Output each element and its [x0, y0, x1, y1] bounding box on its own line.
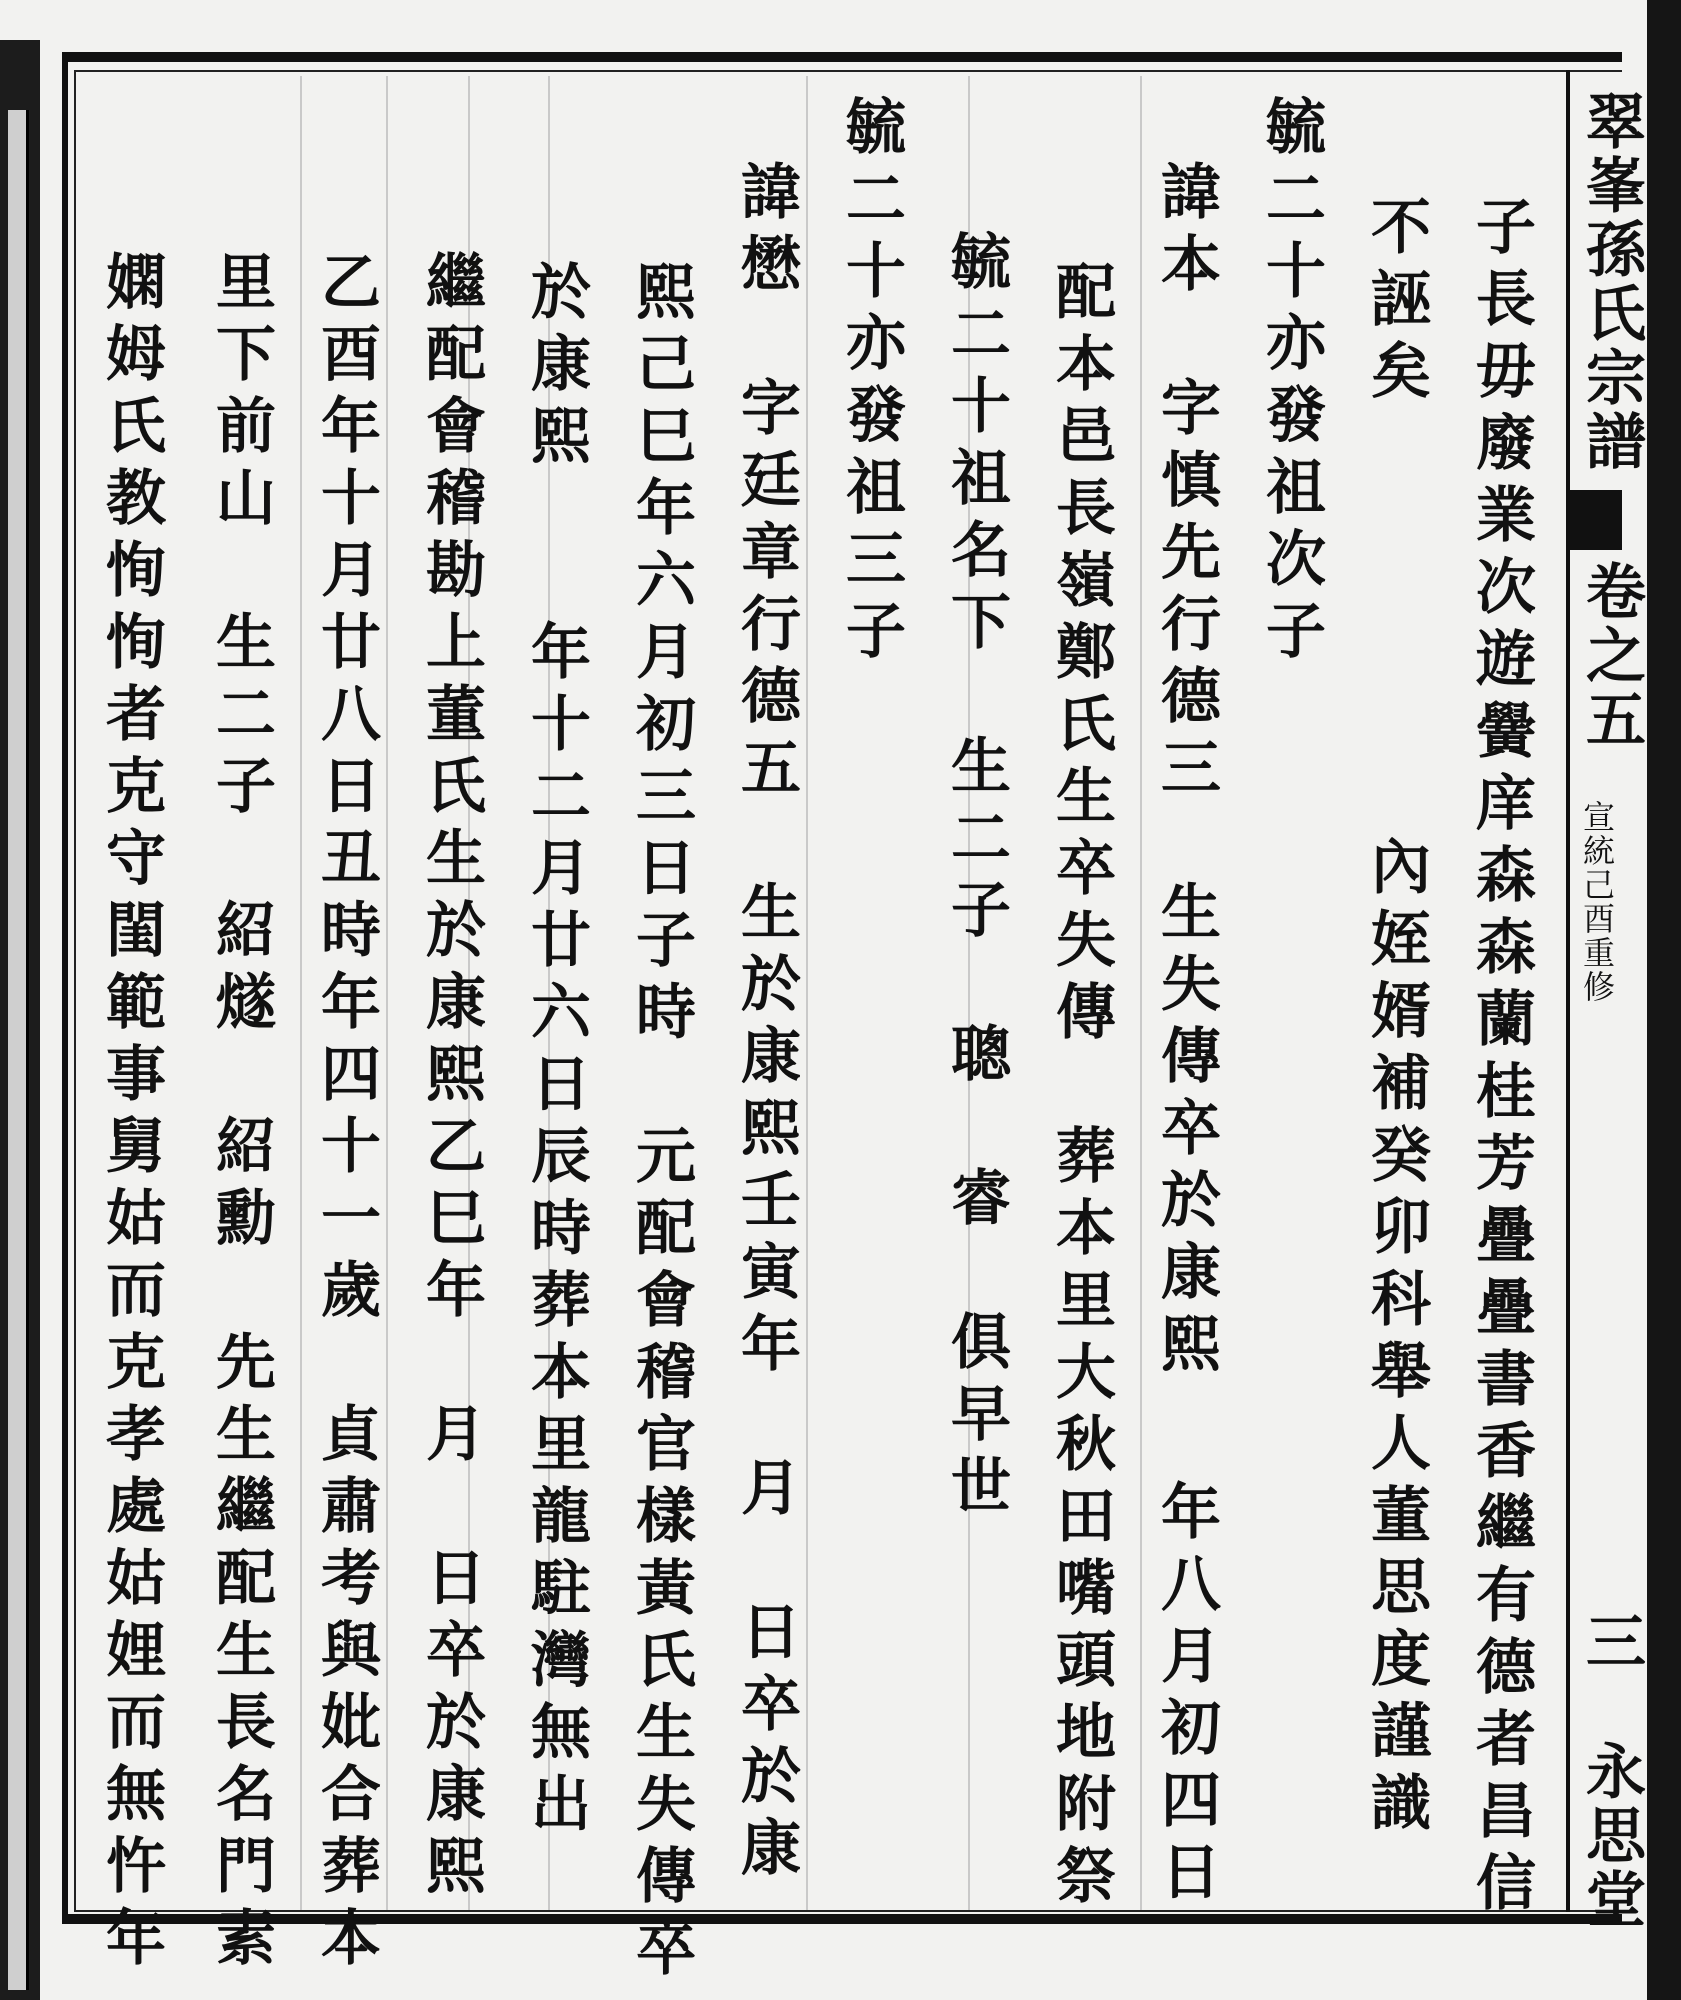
text-column-4a: 諱本 字慎先行德三 生失傳卒於康熙 — [1151, 160, 1221, 1384]
text-column-3: 毓二十亦發祖次子 — [1256, 95, 1326, 671]
text-column-6: 毓二十祖名下 生二子 聰 睿 俱早世 — [941, 230, 1011, 1526]
text-column-4b: 年八月初四日 — [1151, 1480, 1221, 1912]
column-rule — [806, 76, 808, 1910]
column-rule — [386, 76, 388, 1910]
volume-label: 卷之五 — [1576, 560, 1646, 752]
text-column-5: 配本邑長嶺鄭氏生卒失傳 葬本里大秋田嘴頭地附祭 — [1046, 260, 1116, 1916]
fishtail-mark — [1568, 490, 1622, 550]
text-column-12: 乙酉年十月廿八日丑時年四十一歲 貞肅考與妣合葬本 — [311, 250, 381, 1978]
text-column-1: 子長毋廢業次遊黌庠森森蘭桂芳疊疊書香繼有德者昌信 — [1466, 195, 1536, 1923]
text-column-2b: 內姪婿補癸卯科舉人董思度謹識 — [1361, 835, 1431, 1843]
text-column-2a: 不誣矣 — [1361, 195, 1431, 411]
text-column-11: 繼配會稽勘上董氏生於康熙乙巳年 月 日卒於康熙 — [416, 250, 486, 1906]
page-number: 三 — [1576, 1610, 1646, 1674]
text-column-8: 諱懋 字廷章行德五 生於康熙壬寅年 月 日卒於康 — [731, 160, 801, 1888]
text-column-7: 毓二十亦發祖三子 — [836, 95, 906, 671]
text-column-10: 於康熙 年十二月廿六日辰時葬本里龍駐灣無出 — [521, 260, 591, 1844]
column-rule — [300, 76, 302, 1910]
book-spine-edge — [0, 40, 40, 2000]
text-column-14: 嫻姆氏教恂恂者克守閨範事舅姑而克孝處姑娌而無忤年 — [96, 250, 166, 1978]
text-column-9: 熙己巳年六月初三日子時 元配會稽官樣黃氏生失傳卒 — [626, 260, 696, 1988]
edition-note: 宣統己酉重修 — [1578, 800, 1616, 1004]
spine-inner-strip — [8, 110, 29, 1990]
hall-name: 永思堂 — [1576, 1740, 1646, 1932]
text-column-13: 里下前山 生二子 紹燧 紹勳 先生繼配生長名門素 — [206, 250, 276, 1978]
book-title: 翠峯孫氏宗譜 — [1576, 90, 1646, 474]
column-rule — [1140, 76, 1142, 1910]
